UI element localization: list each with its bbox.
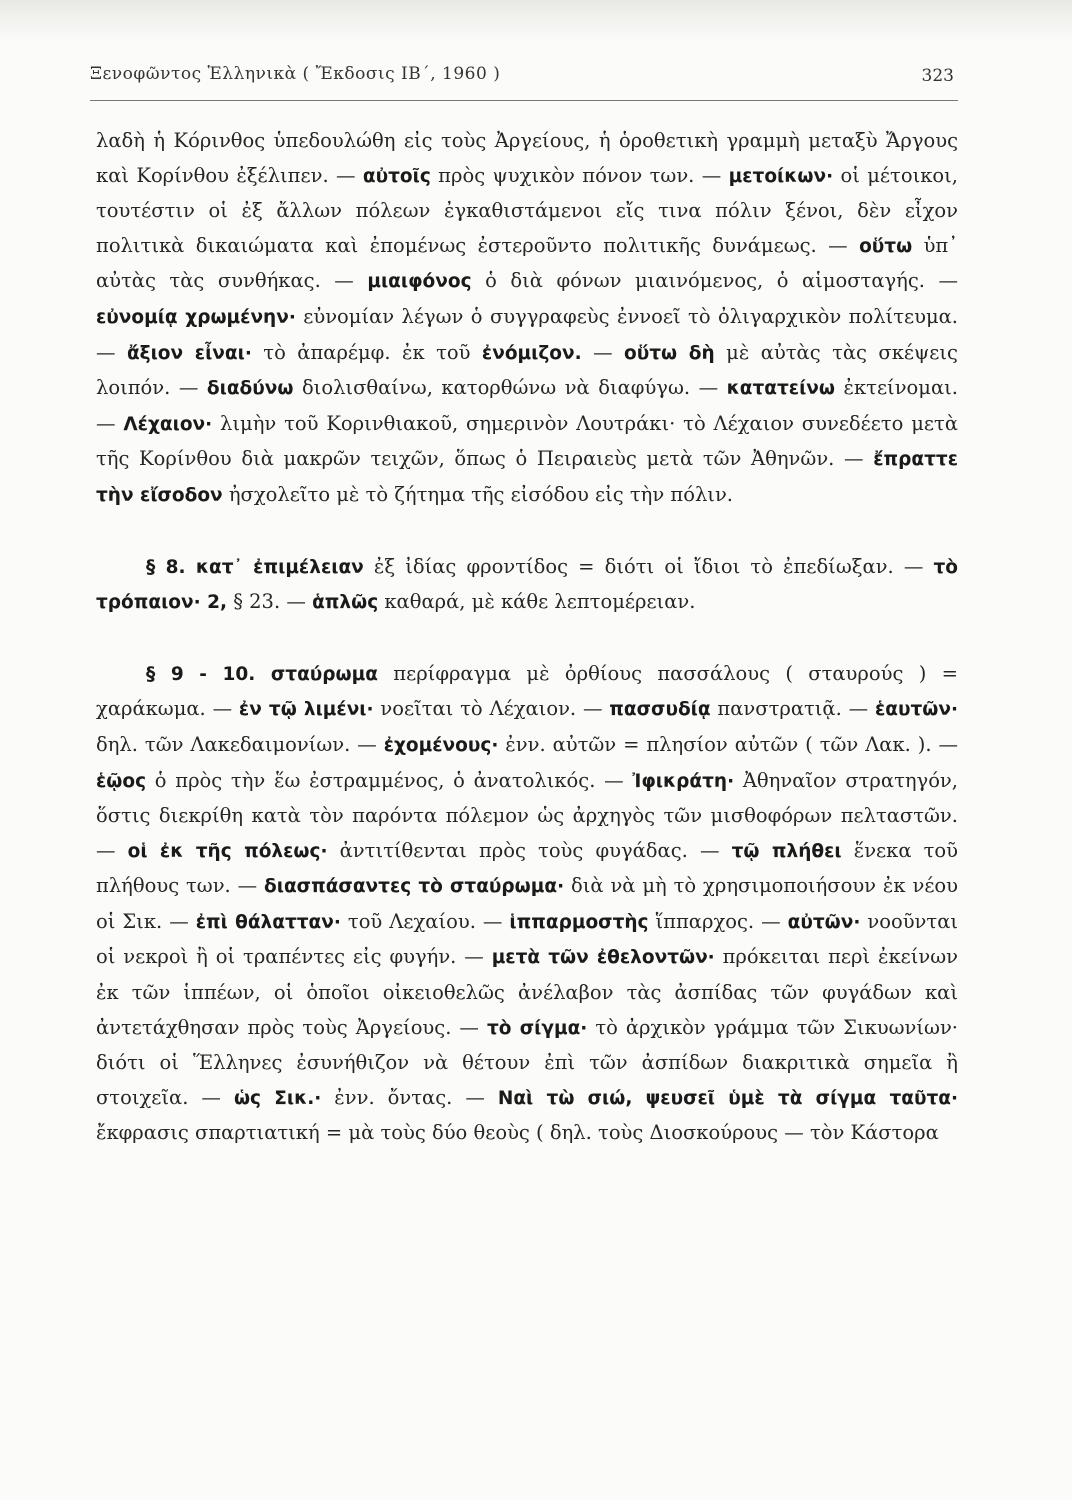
- gloss-text: ἐξ ἰδίας φροντίδος = διότι οἱ ἴδιοι τὸ ἐπεδίωξαν. —: [363, 554, 934, 578]
- lemma: κατατείνω: [726, 378, 835, 400]
- gloss-text: ἠσχολεῖτο μὲ τὸ ζήτημα τῆς εἰσόδου εἰς τὴν πόλιν.: [222, 482, 734, 506]
- lemma: Ἰφικράτη·: [632, 770, 735, 792]
- gloss-text: διολισθαίνω, κατορθώνω νὰ διαφύγω. —: [293, 376, 727, 400]
- lemma: ἑῷος: [96, 770, 147, 792]
- lemma: μιαιφόνος: [367, 271, 472, 293]
- running-title: Ξενοφῶντος Ἑλληνικὰ ( Ἔκδοσις ΙΒ΄, 1960 ): [90, 64, 501, 84]
- gloss-text: § 23. —: [227, 590, 313, 614]
- gloss-text: ἐνν. αὐτῶν = πλησίον αὐτῶν ( τῶν Λακ. ). —: [498, 732, 958, 756]
- lemma: ἄξιον εἶναι·: [126, 342, 252, 364]
- gloss-text: καθαρά, μὲ κάθε λεπτομέρειαν.: [378, 590, 696, 614]
- gloss-text: ἀντιτίθενται πρὸς τοὺς φυγάδας. —: [327, 838, 732, 862]
- gloss-text: ὑπ᾽ αὐτὰς τὰς συνθήκας. —: [96, 233, 958, 293]
- gloss-text: ἔκφρασις σπαρτιατική = μὰ τοὺς δύο θεοὺς ( δηλ. τοὺς Διοσκούρους — τὸν Κάστορα: [96, 1121, 939, 1145]
- lemma: ἔπραττε τὴν εἴσοδον: [96, 449, 958, 506]
- lemma: οὕτω δὴ: [624, 342, 715, 364]
- gloss-text: νοοῦνται οἱ νεκροὶ ἢ οἱ τραπέντες εἰς φυγήν. —: [96, 909, 959, 969]
- paragraph: [96, 550, 958, 621]
- page-number: 323: [921, 66, 954, 86]
- lemma: αὐτοῖς: [362, 165, 431, 187]
- lemma: Ναὶ τὼ σιώ, ψευσεῖ ὑμὲ τὰ σίγμα ταῦτα·: [497, 1087, 959, 1109]
- paragraph: [96, 657, 958, 1151]
- running-header: [90, 52, 958, 101]
- gloss-text: τοῦ Λεχαίου. —: [340, 909, 510, 933]
- lemma: ἐνόμιζον.: [481, 342, 582, 364]
- gloss-text: λιμὴν τοῦ Κορινθιακοῦ, σημερινὸν Λουτράκι· τὸ Λέχαιον συνεδέετο μετὰ τῆς Κορίνθου διὰ μακρῶν τειχῶν, ὅπως ὁ Πειραιεὺς μετὰ τῶν Ἀθηνῶν. —: [96, 411, 958, 471]
- gloss-text: διὰ νὰ μὴ τὸ χρησιμοποιήσουν ἐκ νέου οἱ Σικ. —: [96, 874, 959, 933]
- lemma: ἐν τῷ λιμένι·: [238, 699, 374, 721]
- gloss-text: ἐνν. ὄντας. —: [321, 1085, 498, 1109]
- gloss-text: οἱ μέτοικοι, τουτέστιν οἱ ἐξ ἄλλων πόλεων ἐγκαθιστάμενοι εἴς τινα πόλιν ξένοι, δὲν εἶχον πολιτικὰ δικαιώματα καὶ ἐπομένως ἐστεροῦντο πολιτικῆς δυνάμεως. —: [96, 163, 958, 257]
- gloss-text: Ἀθηναῖον στρατηγόν, ὅστις διεκρίθη κατὰ τὸν παρόντα πόλεμον ὡς ἀρχηγὸς τῶν μισθοφόρων πελταστῶν. —: [96, 768, 958, 862]
- lemma: οἱ ἐκ τῆς πόλεως·: [127, 840, 328, 862]
- gloss-text: εὐνομίαν λέγων ὁ συγγραφεὺς ἐννοεῖ τὸ ὀλιγαρχικὸν πολίτευμα. —: [96, 304, 958, 364]
- commentary-text: [96, 124, 958, 1151]
- lemma: ἑαυτῶν·: [874, 699, 958, 721]
- lemma: πασσυδίᾳ: [609, 699, 711, 721]
- gloss-text: πρὸς ψυχικὸν πόνον των. —: [430, 163, 729, 187]
- lemma: ἐπὶ θάλατταν·: [195, 911, 341, 933]
- lemma: τὸ τρόπαιον· 2,: [96, 556, 958, 614]
- lemma: ἐχομένους·: [383, 734, 499, 756]
- gloss-text: ὁ διὰ φόνων μιαινόμενος, ὁ αἱμοσταγής. —: [471, 269, 958, 293]
- lemma: ὡς Σικ.·: [233, 1087, 322, 1109]
- lemma: διαδύνω: [206, 378, 294, 400]
- lemma: ἱππαρμοστὴς: [509, 911, 649, 933]
- paragraph: [96, 124, 958, 514]
- lemma: τὸ σίγμα·: [486, 1017, 588, 1039]
- gloss-text: δηλ. τῶν Λακεδαιμονίων. —: [96, 732, 384, 756]
- lemma: μετὰ τῶν ἐθελοντῶν·: [491, 947, 715, 969]
- gloss-text: τὸ ἀπαρέμφ. ἐκ τοῦ: [251, 340, 482, 364]
- gloss-text: τὸ ἀρχικὸν γράμμα τῶν Σικυωνίων· διότι οἱ Ἕλληνες ἐσυνήθιζον νὰ θέτουν ἐπὶ τῶν ἀσπίδων διακριτικὰ σημεῖα ἢ στοιχεῖα. —: [96, 1015, 958, 1109]
- lemma: § 9 - 10. σταύρωμα: [146, 663, 378, 685]
- gloss-text: πανστρατιᾷ. —: [710, 697, 875, 721]
- gloss-text: μὲ αὐτὰς τὰς σκέψεις λοιπόν. —: [96, 340, 958, 400]
- gloss-text: πρόκειται περὶ ἐκείνων ἐκ τῶν ἱππέων, οἱ ὁποῖοι οἰκειοθελῶς ἀνέλαβον τὰς ἀσπίδας τῶν φυγάδων καὶ ἀντετάχθησαν πρὸς τοὺς Ἀργείους. —: [96, 945, 958, 1039]
- gloss-text: ἵππαρχος. —: [648, 909, 788, 933]
- lemma: εὐνομίᾳ χρωμένην·: [96, 306, 296, 328]
- lemma: αὐτῶν·: [787, 911, 861, 933]
- gloss-text: —: [581, 340, 625, 364]
- gloss-text: νοεῖται τὸ Λέχαιον. —: [373, 697, 610, 721]
- lemma: μετοίκων·: [728, 165, 834, 187]
- gloss-text: λαδὴ ἡ Κόρινθος ὑπεδουλώθη εἰς τοὺς Ἀργείους, ἡ ὁροθετικὴ γραμμὴ μεταξὺ Ἄργους καὶ Κορίνθου ἐξέλιπεν. —: [96, 129, 958, 187]
- lemma: τῷ πλήθει: [731, 840, 842, 862]
- lemma: § 8. κατ᾽ ἐπιμέλειαν: [146, 556, 364, 578]
- top-margin-shadow: [0, 0, 1072, 40]
- gloss-text: περίφραγμα μὲ ὀρθίους πασσάλους ( σταυρούς ) = χαράκωμα. —: [96, 661, 958, 721]
- gloss-text: ἐκτείνομαι. —: [96, 376, 958, 435]
- lemma: διασπάσαντες τὸ σταύρωμα·: [264, 876, 565, 898]
- gloss-text: ὁ πρὸς τὴν ἕω ἐστραμμένος, ὁ ἀνατολικός. —: [146, 768, 633, 792]
- lemma: Λέχαιον·: [123, 413, 213, 435]
- gloss-text: ἕνεκα τοῦ πλήθους των. —: [96, 838, 959, 898]
- lemma: οὕτω: [859, 235, 913, 257]
- lemma: ἁπλῶς: [312, 592, 379, 614]
